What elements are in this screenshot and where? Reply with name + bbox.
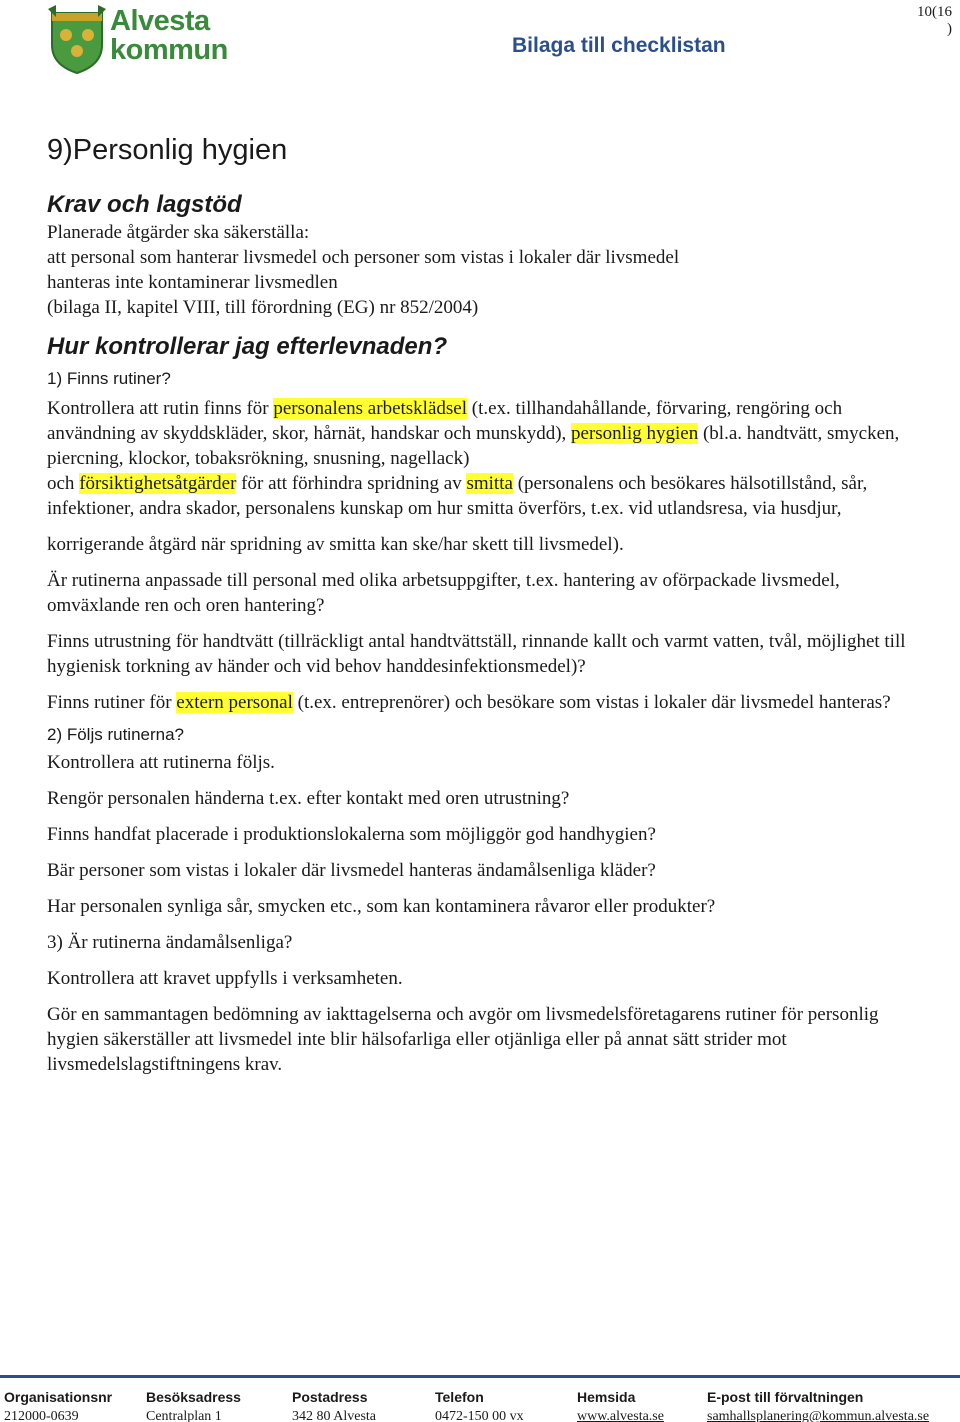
footer-email-label: E-post till förvaltningen (707, 1389, 864, 1405)
footer-phone-label: Telefon (435, 1389, 484, 1405)
alvesta-kommun-logo (48, 5, 238, 77)
document-header-title: Bilaga till checklistan (512, 34, 726, 57)
footer-email-link[interactable]: samhallsplanering@kommun.alvesta.se (707, 1409, 930, 1422)
section-title: 9)Personlig hygien (47, 134, 288, 166)
footer-email (707, 1388, 929, 1422)
paragraph-1 (47, 396, 907, 471)
p1-text-c: (bl.a. handtvätt, smycken, piercning, klockor, tobaksrökning, snusning, nagellack) (47, 423, 900, 469)
page-number-line-2: ) (947, 21, 952, 37)
footer-post-value: 342 80 Alvesta (292, 1409, 376, 1422)
footer-web-label: Hemsida (577, 1389, 636, 1405)
p6-text-b: (t.ex. entreprenörer) och besökare som vistas i lokaler där livsmedel hanteras? (292, 692, 891, 713)
highlight-arbetsklädsel: personalens arbetsklädsel (273, 398, 467, 419)
page-number (917, 4, 952, 38)
footer-visit-label: Besöksadress (146, 1389, 241, 1405)
paragraph-2 (47, 471, 907, 521)
paragraph-8: Rengör personalen händerna t.ex. efter kontakt med oren utrustning? (47, 788, 570, 809)
highlight-forsiktighetsatgarder: försiktighetsåtgärder (79, 473, 237, 494)
paragraph-4: Är rutinerna anpassade till personal med olika arbetsuppgifter, t.ex. hantering av oförpackade livsmedel, omväxlande ren och oren hantering? (47, 570, 840, 616)
req-line: hanteras inte kontaminerar livsmedlen (47, 272, 338, 293)
paragraph-10: Bär personer som vistas i lokaler där livsmedel hanteras ändamålsenliga kläder? (47, 860, 656, 881)
footer-post (292, 1388, 376, 1422)
footer-web-link[interactable]: www.alvesta.se (577, 1409, 664, 1422)
question-2: 2) Följs rutinerna? (47, 725, 185, 744)
logo-line-2: kommun (110, 34, 228, 66)
footer-org-value: 212000-0639 (4, 1409, 79, 1422)
question-1: 1) Finns rutiner? (47, 369, 171, 388)
page-number-line-1: 10(16 (917, 4, 952, 20)
footer-post-label: Postadress (292, 1389, 368, 1405)
p6-text-a: Finns rutiner för (47, 692, 177, 713)
paragraph-6 (47, 690, 907, 715)
paragraph-3: korrigerande åtgärd när spridning av smitta kan ske/har skett till livsmedel). (47, 534, 624, 555)
footer-org-label: Organisationsnr (4, 1389, 113, 1405)
highlight-smitta: smitta (466, 473, 513, 494)
p1-text-b: (t.ex. tillhandahållande, förvaring, rengöring och användning av skyddskläder, skor, hårnät, handskar och munskydd), (47, 398, 843, 444)
req-line: att personal som hanterar livsmedel och personer som vistas i lokaler där livsmedel (47, 247, 680, 268)
footer-visit-value: Centralplan 1 (146, 1409, 222, 1422)
req-line: (bilaga II, kapitel VIII, till förordning (EG) nr 852/2004) (47, 297, 479, 318)
coat-of-arms-icon (48, 5, 106, 75)
check-heading: Hur kontrollerar jag efterlevnaden? (47, 333, 448, 360)
p1-text-a: Kontrollera att rutin finns för (47, 398, 274, 419)
page-footer (0, 1375, 960, 1422)
highlight-extern-personal: extern personal (176, 692, 293, 713)
footer-visit (146, 1388, 241, 1422)
paragraph-5: Finns utrustning för handtvätt (tillräckligt antal handtvättställ, rinnande kallt och varmt vatten, tvål, möjlighet till hygienisk torkning av händer och vid behov handdesinfektionsmedel)? (47, 631, 906, 677)
paragraph-11: Har personalen synliga sår, smycken etc., som kan kontaminera råvaror eller produkter? (47, 896, 716, 917)
paragraph-7: Kontrollera att rutinerna följs. (47, 752, 275, 773)
requirements-text (47, 220, 907, 320)
paragraph-9: Finns handfat placerade i produktionslokalerna som möjliggör god handhygien? (47, 824, 656, 845)
question-3: 3) Är rutinerna ändamålsenliga? (47, 932, 293, 953)
footer-phone (435, 1388, 524, 1422)
footer-phone-value: 0472-150 00 vx (435, 1409, 524, 1422)
logo-line-1: Alvesta (110, 5, 210, 37)
logo-wordmark (110, 7, 228, 65)
p2-text-b: för att förhindra spridning av (236, 473, 467, 494)
main-content (47, 134, 907, 1077)
footer-web (577, 1388, 664, 1422)
requirements-heading: Krav och lagstöd (47, 191, 242, 218)
paragraph-13: Gör en sammantagen bedömning av iakttagelserna och avgör om livsmedelsföretagarens rutiner för personlig hygien säkerställer att livsmedel inte blir hälsofarliga eller otjänliga eller på annat sätt strider mot livsmedelslagstiftningens krav. (47, 1004, 879, 1075)
p2-text-a: och (47, 473, 80, 494)
p2-text-c: (personalens och besökares hälsotillstånd, sår, infektioner, andra skador, personalens kunskap om hur smitta överförs, t.ex. vid utlandsresa, via husdjur, (47, 473, 868, 519)
footer-org (4, 1388, 112, 1422)
highlight-personlig-hygien: personlig hygien (571, 423, 699, 444)
paragraph-12: Kontrollera att kravet uppfylls i verksamheten. (47, 968, 403, 989)
req-line: Planerade åtgärder ska säkerställa: (47, 222, 310, 243)
